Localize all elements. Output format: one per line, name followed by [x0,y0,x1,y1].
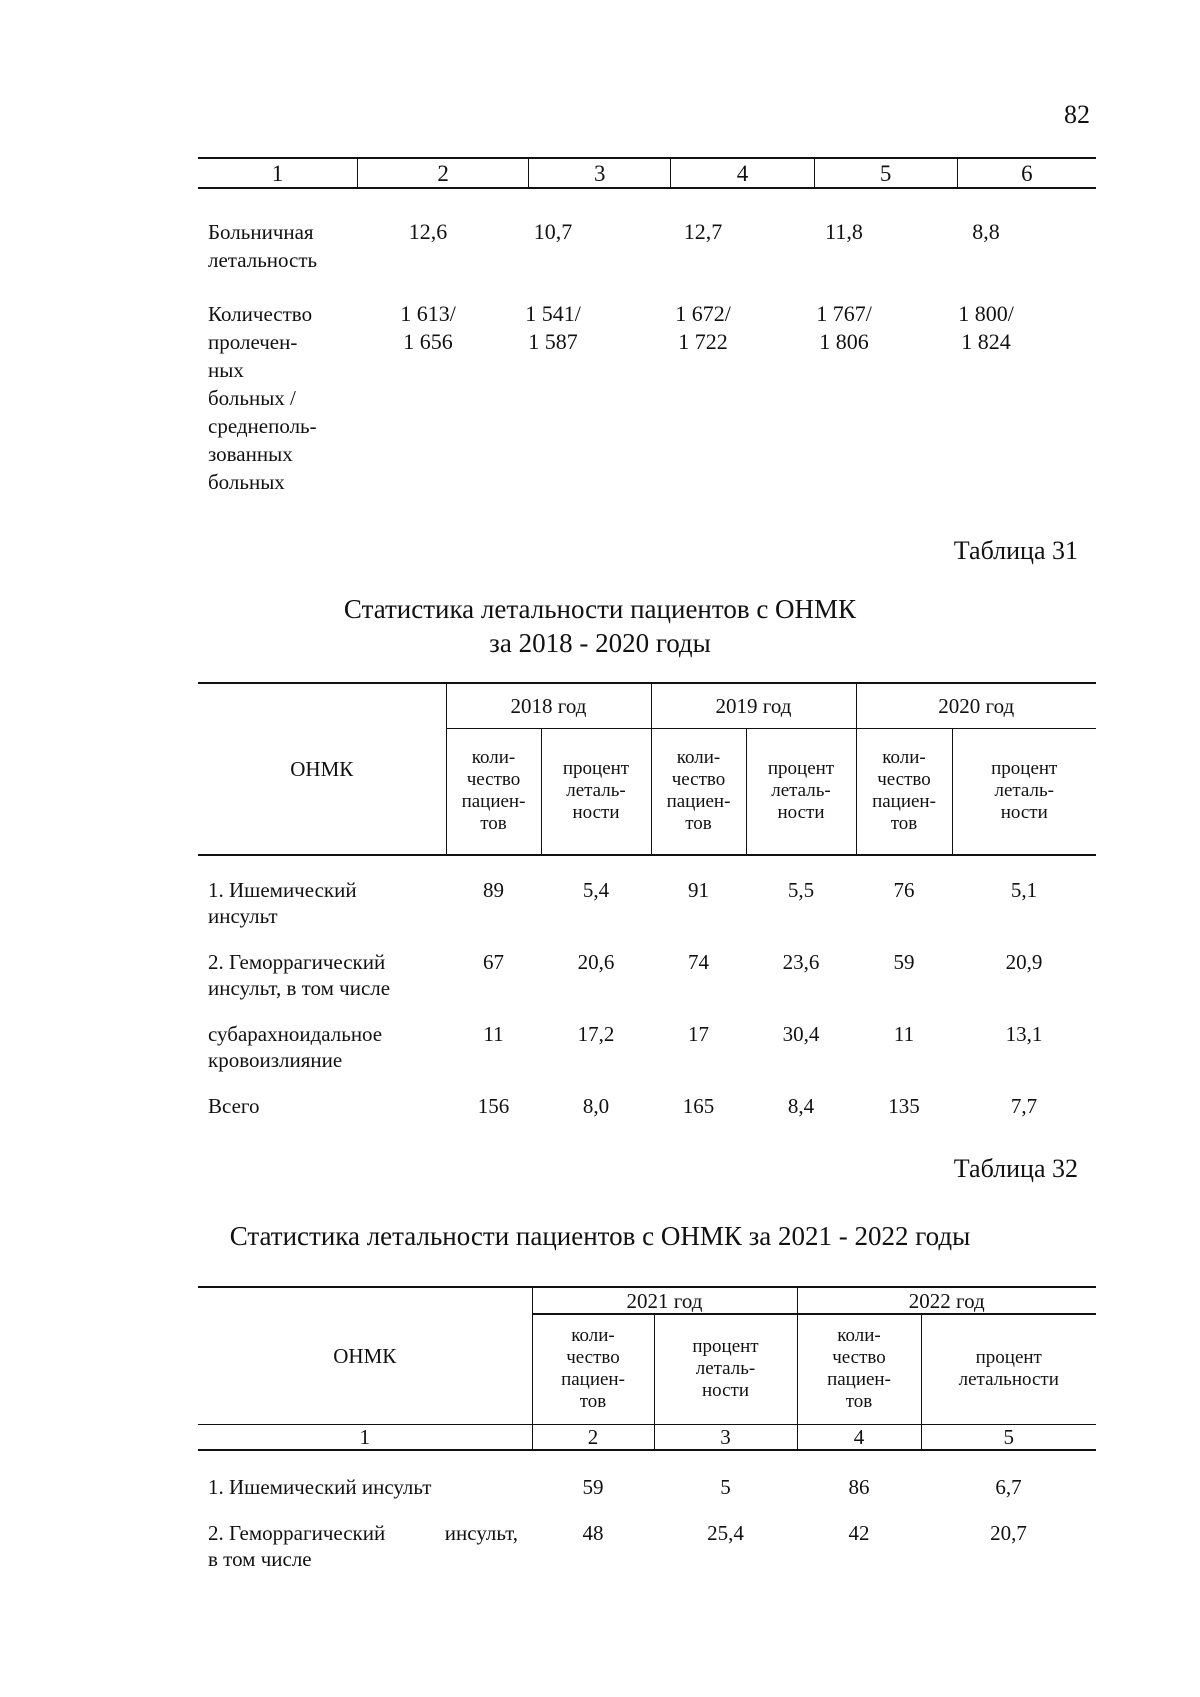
year-header: 2021 год [532,1288,797,1314]
cell: 7,7 [1010,1094,1038,1118]
sub-header-percent [952,728,1096,855]
cell: 5 [720,1475,731,1499]
header-line: процент [562,758,630,780]
header-line: летальности [958,1369,1059,1391]
cell-line: 1 541/ [525,301,581,326]
cell: 12,6 [408,219,448,244]
label-line: ных [208,358,244,382]
cell: 5,4 [582,878,610,902]
cell: 91 [688,878,709,902]
cell: 17,2 [577,1022,615,1046]
header-line: ности [1000,802,1048,824]
cell: 89 [483,878,504,902]
table-row [198,1474,1096,1520]
col-number: 3 [528,159,670,187]
cell [773,300,915,496]
header-line: чество [671,769,726,791]
header-line: пациен- [461,791,526,813]
cell: 11,8 [825,219,863,244]
cell: 20,6 [577,950,615,974]
header-line: чество [877,769,931,791]
header-line: ности [777,802,825,824]
label-line: 1. Ишемический [208,878,357,902]
page-number: 82 [1064,100,1090,129]
header-line: чество [466,769,521,791]
cell-line: 1 587 [528,329,578,354]
col-number: 5 [921,1424,1096,1450]
cell-line: 1 656 [403,329,453,354]
col-number: 2 [532,1424,654,1450]
cell: 23,6 [782,950,820,974]
row-header: ОНМК [333,1343,397,1368]
cell: 76 [893,878,915,902]
cell-line: 1 767/ [816,301,872,326]
label-line: 2. Геморрагический [208,950,386,974]
cell: 48 [582,1521,604,1545]
header-line: тов [890,813,918,835]
row-header: ОНМК [198,684,446,855]
cell: 74 [688,950,709,974]
cell: 156 [477,1094,510,1118]
label-line: Количество [208,302,313,326]
title-line: за 2018 - 2020 годы [489,628,711,658]
col-number: 5 [814,159,957,187]
label-line: среднеполь- [208,414,317,438]
label-line: кровоизлияние [208,1048,343,1072]
cell: 8,8 [972,219,1000,244]
sub-header-count [856,728,952,855]
col-number: 4 [797,1424,921,1450]
header-line: коли- [882,747,926,769]
cell: 5,5 [787,878,815,902]
cell-line: 1 800/ [958,301,1014,326]
header-line: пациен- [872,791,936,813]
label-line: субарахноидальное [208,1022,383,1046]
cell: 5,1 [1010,878,1038,902]
header-line: пациен- [561,1369,625,1391]
cell: 165 [682,1094,715,1118]
cell: 20,7 [990,1521,1027,1545]
table-row [208,218,1088,274]
table-31 [198,682,1096,1133]
row-label [198,877,446,949]
cell: 17 [688,1022,709,1046]
cell-line: 1 672/ [675,301,731,326]
cell: 8,0 [582,1094,610,1118]
cell: 59 [893,950,915,974]
year-header: 2022 год [797,1288,1096,1314]
label-line: Больничная [208,220,314,244]
cell-line: 1 824 [961,329,1011,354]
cell: 59 [582,1475,604,1499]
col-number: 3 [654,1424,797,1450]
sub-header-count [797,1314,921,1424]
label-line: инсульт [208,904,278,928]
table-31-grid [198,684,1096,1133]
header-line: коли- [471,747,516,769]
cell: 20,9 [1005,950,1043,974]
header-line: пациен- [666,791,731,813]
header-line: процент [991,758,1058,780]
cell: 6,7 [995,1475,1022,1499]
header-line: тов [685,813,712,835]
table-row [198,1093,1096,1133]
header-line: леталь- [771,780,831,802]
header-line: коли- [676,747,721,769]
label-part: 2. Геморрагический [208,1521,386,1545]
cell-line: 1 722 [678,329,728,354]
sub-header-percent [654,1314,797,1424]
row-label [208,218,383,274]
row-label [198,1520,532,1580]
cell: 12,7 [683,219,723,244]
col-number: 4 [670,159,813,187]
header-line: процент [975,1347,1042,1369]
sub-header-count [532,1314,654,1424]
table-row [208,300,1088,496]
row-label [208,300,383,496]
header-line: леталь- [994,780,1055,802]
cell [915,300,1057,496]
cell: 30,4 [782,1022,820,1046]
label-line: больных / [208,386,296,410]
cell: 86 [848,1475,870,1499]
table-row [198,877,1096,949]
label-line: инсульт, в том числе [208,976,391,1000]
row-label [198,1021,446,1093]
year-header: 2019 год [651,684,856,728]
sub-header-percent [921,1314,1096,1424]
cell-line: 1 806 [819,329,869,354]
cell-line: 1 613/ [400,301,456,326]
table-row [198,1021,1096,1093]
header-line: тов [845,1391,873,1413]
table-title [0,592,1200,660]
label-line: летальность [208,248,318,272]
header-line: коли- [571,1325,615,1347]
label-line: зованных [208,442,293,466]
col-number: 6 [957,159,1096,187]
cell [473,300,633,496]
label-line: пролечен- [208,330,298,354]
cell: 42 [848,1521,870,1545]
row-label [198,1093,446,1133]
cell: 8,4 [787,1094,815,1118]
table-column-numbers [198,157,1096,189]
cell [383,300,473,496]
label-part: инсульт, [444,1521,518,1545]
header-line: ности [572,802,620,824]
title-line: Статистика летальности пациентов с ОНМК [343,594,857,624]
header-line: ности [701,1380,750,1402]
cell: 11 [893,1022,915,1046]
cell: 135 [888,1094,920,1118]
table-32 [198,1286,1096,1580]
header-line: пациен- [827,1369,891,1391]
label-line: Всего [208,1094,260,1118]
row-label: 1. Ишемический инсульт [208,1475,432,1499]
label-line: в том числе [208,1547,312,1571]
col-number: 1 [198,1424,532,1450]
table-row [198,1520,1096,1580]
cell: 11 [483,1022,504,1046]
label-line: больных [208,470,285,494]
sub-header-percent [746,728,856,855]
cell [633,300,773,496]
row-label [198,949,446,1021]
header-line: чество [566,1347,620,1369]
table-title: Статистика летальности пациентов с ОНМК за 2021 - 2022 годы [229,1221,971,1251]
header-line: тов [480,813,507,835]
header-line: леталь- [695,1358,756,1380]
header-line: процент [767,758,835,780]
table-caption: Таблица 32 [953,1154,1078,1183]
header-line: процент [692,1336,759,1358]
header-line: леталь- [566,780,626,802]
year-header: 2018 год [446,684,651,728]
table-caption: Таблица 31 [953,536,1078,565]
cell: 10,7 [533,219,573,244]
cell: 13,1 [1005,1022,1043,1046]
sub-header-count [446,728,541,855]
table-32-grid [198,1288,1096,1580]
col-number: 1 [271,161,284,186]
cell: 25,4 [707,1521,744,1545]
header-line: коли- [837,1325,881,1347]
sub-header-percent [541,728,651,855]
cell: 67 [483,950,504,974]
table-row [198,949,1096,1021]
sub-header-count [651,728,746,855]
year-header: 2020 год [856,684,1096,728]
col-number: 2 [357,159,528,187]
header-line: тов [579,1391,607,1413]
header-line: чество [832,1347,886,1369]
